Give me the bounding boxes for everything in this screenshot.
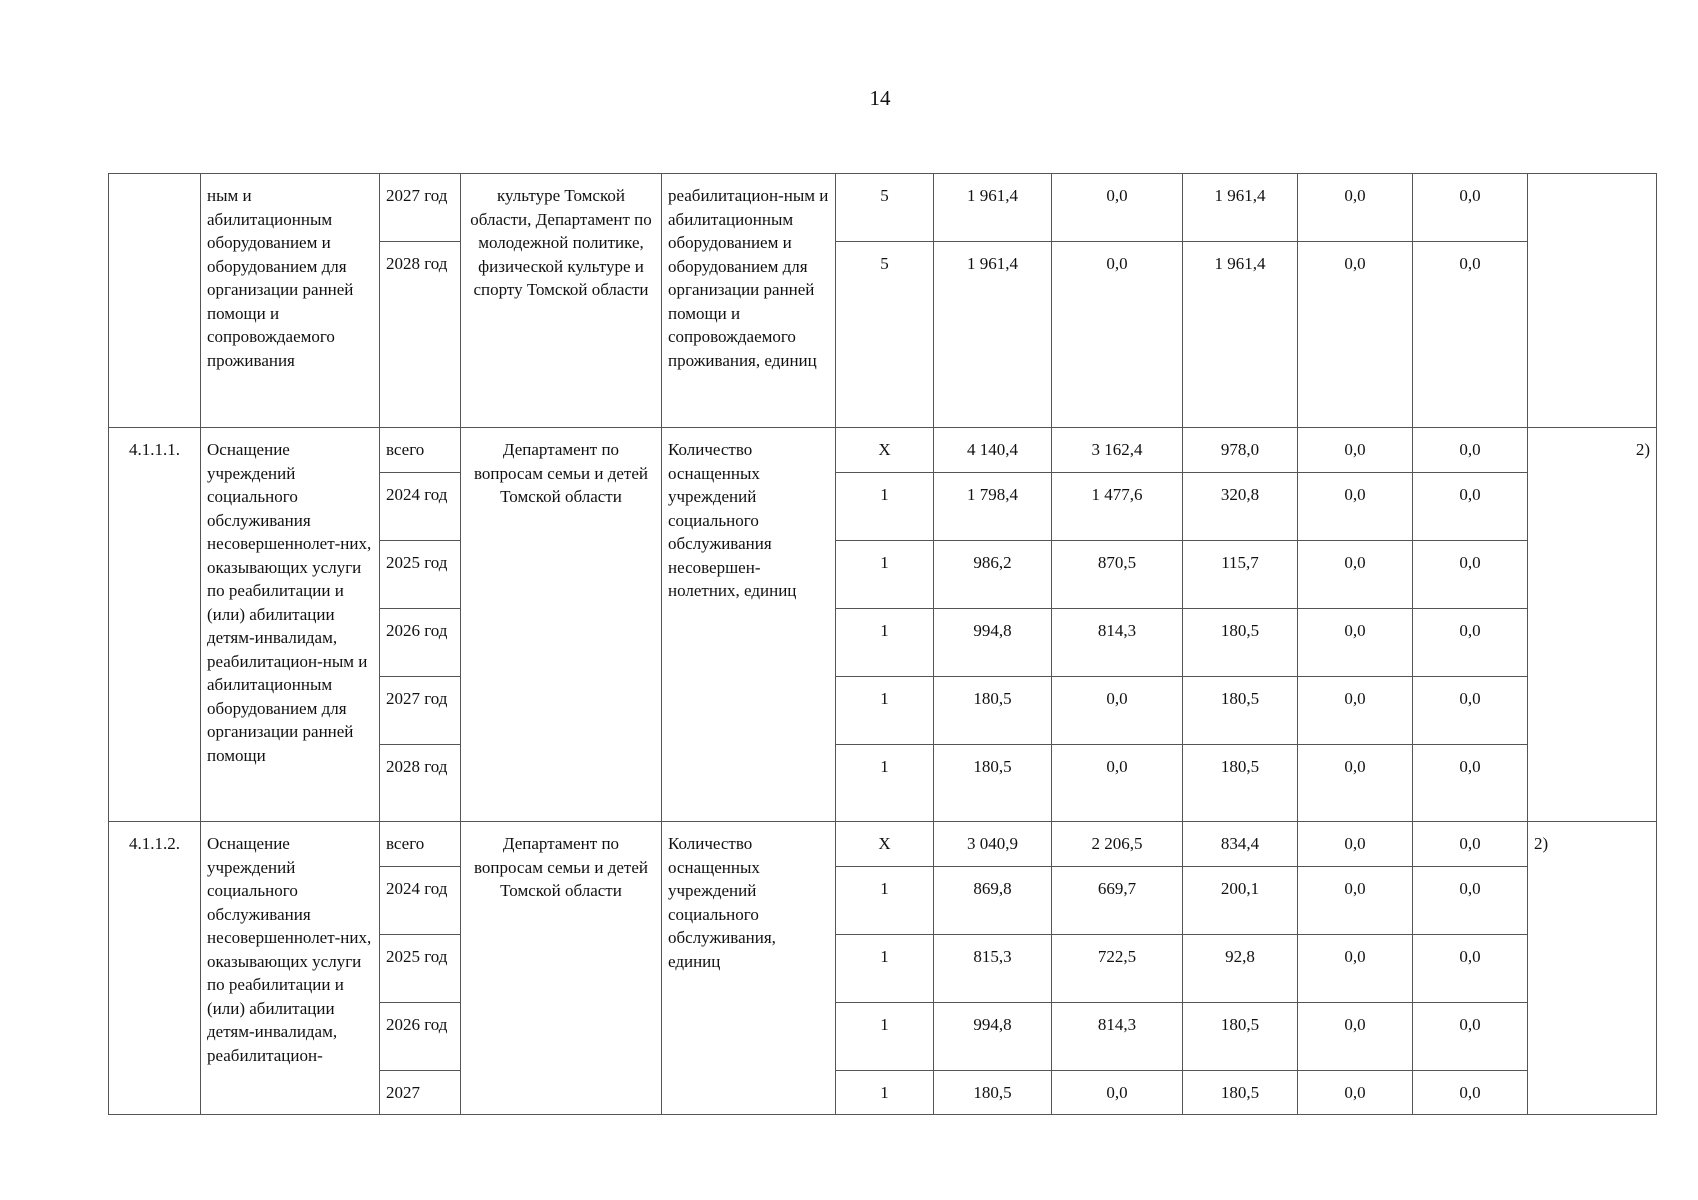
program-table [108, 173, 1657, 1115]
year-cell: 2028 год [380, 745, 461, 822]
code-cell: 4.1.1.2. [109, 822, 201, 1115]
local-cell: 0,0 [1298, 745, 1413, 822]
year-cell: 2025 год [380, 935, 461, 1003]
federal-cell: 669,7 [1052, 867, 1183, 935]
qty-cell: 1 [836, 473, 934, 541]
year-cell: всего [380, 428, 461, 473]
extra-cell: 0,0 [1413, 935, 1528, 1003]
indicator-cell: Количество оснащенных учреждений социального обслуживания, единиц [662, 822, 836, 1115]
federal-cell: 0,0 [1052, 242, 1183, 428]
local-cell: 0,0 [1298, 242, 1413, 428]
local-cell: 0,0 [1298, 935, 1413, 1003]
extra-cell: 0,0 [1413, 867, 1528, 935]
qty-cell: 5 [836, 242, 934, 428]
federal-cell: 722,5 [1052, 935, 1183, 1003]
code-cell: 4.1.1.1. [109, 428, 201, 822]
federal-cell: 870,5 [1052, 541, 1183, 609]
total-cell: 994,8 [934, 1003, 1052, 1071]
local-cell: 0,0 [1298, 1071, 1413, 1115]
federal-cell: 0,0 [1052, 677, 1183, 745]
extra-cell: 0,0 [1413, 609, 1528, 677]
year-cell: 2025 год [380, 541, 461, 609]
total-cell: 180,5 [934, 677, 1052, 745]
qty-cell: Х [836, 822, 934, 867]
extra-cell: 0,0 [1413, 242, 1528, 428]
regional-cell: 200,1 [1183, 867, 1298, 935]
page-number: 14 [869, 86, 891, 110]
total-cell: 869,8 [934, 867, 1052, 935]
local-cell: 0,0 [1298, 428, 1413, 473]
regional-cell: 320,8 [1183, 473, 1298, 541]
federal-cell: 0,0 [1052, 174, 1183, 242]
table-row [109, 428, 1657, 473]
qty-cell: 1 [836, 1003, 934, 1071]
federal-cell: 2 206,5 [1052, 822, 1183, 867]
total-cell: 180,5 [934, 745, 1052, 822]
extra-cell: 0,0 [1413, 745, 1528, 822]
regional-cell: 1 961,4 [1183, 242, 1298, 428]
regional-cell: 180,5 [1183, 1003, 1298, 1071]
note-cell: 2) [1528, 428, 1657, 822]
qty-cell: 1 [836, 609, 934, 677]
total-cell: 1 961,4 [934, 174, 1052, 242]
executor-cell: Департамент по вопросам семьи и детей Томской области [461, 428, 662, 822]
indicator-cell: Количество оснащенных учреждений социального обслуживания несовершен-нолетних, единиц [662, 428, 836, 822]
extra-cell: 0,0 [1413, 1003, 1528, 1071]
qty-cell: 1 [836, 935, 934, 1003]
regional-cell: 180,5 [1183, 745, 1298, 822]
qty-cell: Х [836, 428, 934, 473]
federal-cell: 814,3 [1052, 1003, 1183, 1071]
local-cell: 0,0 [1298, 1003, 1413, 1071]
qty-cell: 1 [836, 1071, 934, 1115]
total-cell: 1 961,4 [934, 242, 1052, 428]
regional-cell: 180,5 [1183, 677, 1298, 745]
extra-cell: 0,0 [1413, 473, 1528, 541]
total-cell: 815,3 [934, 935, 1052, 1003]
extra-cell: 0,0 [1413, 541, 1528, 609]
measure-name: ным и абилитационным оборудованием и оборудованием для организации ранней помощи и сопровождаемого проживания [201, 174, 380, 428]
code-cell [109, 174, 201, 428]
local-cell: 0,0 [1298, 609, 1413, 677]
extra-cell: 0,0 [1413, 677, 1528, 745]
regional-cell: 180,5 [1183, 1071, 1298, 1115]
year-cell: 2027 год [380, 174, 461, 242]
year-cell: 2026 год [380, 609, 461, 677]
year-cell: 2024 год [380, 473, 461, 541]
federal-cell: 0,0 [1052, 1071, 1183, 1115]
local-cell: 0,0 [1298, 867, 1413, 935]
qty-cell: 1 [836, 541, 934, 609]
regional-cell: 1 961,4 [1183, 174, 1298, 242]
executor-cell: культуре Томской области, Департамент по молодежной политике, физической культуре и спорту Томской области [461, 174, 662, 428]
total-cell: 986,2 [934, 541, 1052, 609]
note-cell: 2) [1528, 822, 1657, 1115]
regional-cell: 115,7 [1183, 541, 1298, 609]
note-cell [1528, 174, 1657, 428]
indicator-cell: реабилитацион-ным и абилитационным оборудованием и оборудованием для организации ранней помощи и сопровождаемого проживания, единиц [662, 174, 836, 428]
total-cell: 994,8 [934, 609, 1052, 677]
extra-cell: 0,0 [1413, 428, 1528, 473]
table-row [109, 822, 1657, 867]
extra-cell: 0,0 [1413, 822, 1528, 867]
year-cell: 2027 [380, 1071, 461, 1115]
regional-cell: 834,4 [1183, 822, 1298, 867]
measure-name: Оснащение учреждений социального обслуживания несовершеннолет-них, оказывающих услуги по реабилитации и (или) абилитации детям-инвалидам, реабилитацион- [201, 822, 380, 1115]
total-cell: 3 040,9 [934, 822, 1052, 867]
qty-cell: 1 [836, 745, 934, 822]
qty-cell: 1 [836, 677, 934, 745]
measure-name: Оснащение учреждений социального обслуживания несовершеннолет-них, оказывающих услуги по реабилитации и (или) абилитации детям-инвалидам, реабилитацион-ным и абилитационным оборудованием для организации ранней помощи [201, 428, 380, 822]
regional-cell: 978,0 [1183, 428, 1298, 473]
qty-cell: 1 [836, 867, 934, 935]
local-cell: 0,0 [1298, 174, 1413, 242]
regional-cell: 92,8 [1183, 935, 1298, 1003]
extra-cell: 0,0 [1413, 1071, 1528, 1115]
year-cell: 2026 год [380, 1003, 461, 1071]
year-cell: 2024 год [380, 867, 461, 935]
federal-cell: 1 477,6 [1052, 473, 1183, 541]
table-row [109, 174, 1657, 242]
local-cell: 0,0 [1298, 677, 1413, 745]
total-cell: 180,5 [934, 1071, 1052, 1115]
total-cell: 4 140,4 [934, 428, 1052, 473]
executor-cell: Департамент по вопросам семьи и детей Томской области [461, 822, 662, 1115]
regional-cell: 180,5 [1183, 609, 1298, 677]
local-cell: 0,0 [1298, 541, 1413, 609]
federal-cell: 0,0 [1052, 745, 1183, 822]
total-cell: 1 798,4 [934, 473, 1052, 541]
qty-cell: 5 [836, 174, 934, 242]
year-cell: всего [380, 822, 461, 867]
year-cell: 2027 год [380, 677, 461, 745]
local-cell: 0,0 [1298, 473, 1413, 541]
extra-cell: 0,0 [1413, 174, 1528, 242]
federal-cell: 814,3 [1052, 609, 1183, 677]
year-cell: 2028 год [380, 242, 461, 428]
local-cell: 0,0 [1298, 822, 1413, 867]
federal-cell: 3 162,4 [1052, 428, 1183, 473]
